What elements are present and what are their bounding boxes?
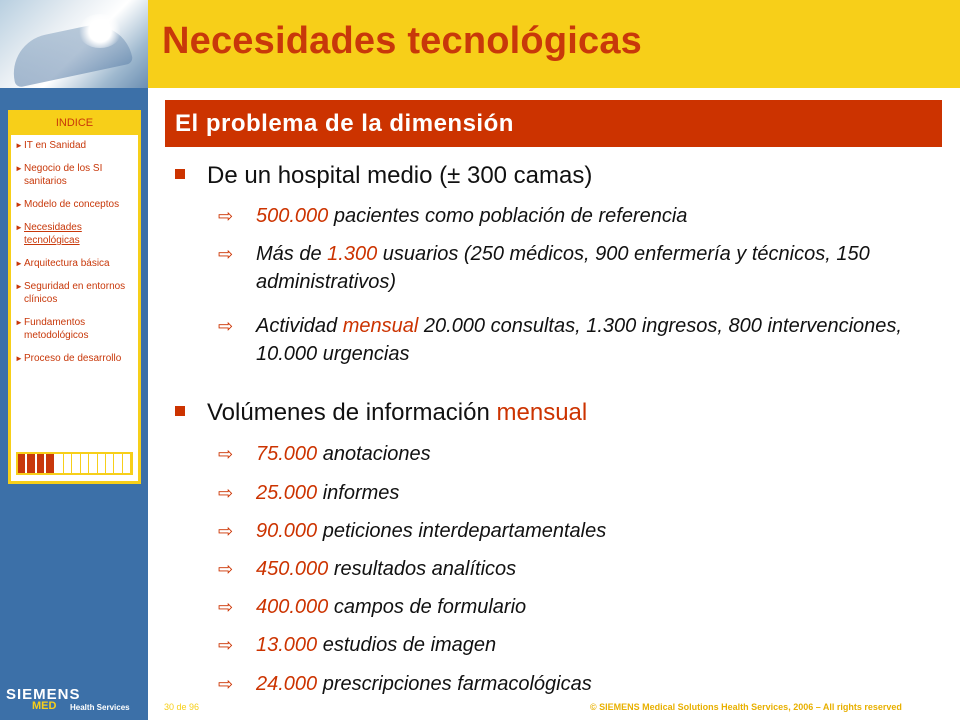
sub-bullet: ⇨ 450.000 resultados analíticos bbox=[218, 555, 938, 583]
nav-item-seguridad[interactable]: ► Seguridad en entornos clínicos bbox=[15, 281, 126, 305]
progress-segment bbox=[114, 454, 122, 473]
copyright-text: © SIEMENS Medical Solutions Health Services, 2006 – All rights reserved bbox=[590, 702, 902, 712]
sub-bullet: ⇨ 75.000 anotaciones bbox=[218, 440, 938, 468]
med-logo: MED bbox=[32, 700, 57, 712]
section-banner bbox=[165, 100, 942, 147]
triangle-right-icon: ► bbox=[15, 223, 23, 232]
bullet-hospital: De un hospital medio (± 300 camas) bbox=[175, 162, 592, 190]
sub-bullet: ⇨ Más de 1.300 usuarios (250 médicos, 900 enfermería y técnicos, 150 administrativos) bbox=[218, 240, 938, 296]
progress-segment bbox=[27, 454, 36, 473]
arrow-outline-icon: ⇨ bbox=[218, 444, 234, 464]
arrow-outline-icon: ⇨ bbox=[218, 206, 234, 226]
nav-item-proceso[interactable]: ► Proceso de desarrollo bbox=[15, 353, 122, 364]
arrow-outline-icon: ⇨ bbox=[218, 597, 234, 617]
triangle-right-icon: ► bbox=[15, 354, 23, 363]
progress-segment bbox=[46, 454, 55, 473]
arrow-outline-icon: ⇨ bbox=[218, 635, 234, 655]
sub-bullet: ⇨ 13.000 estudios de imagen bbox=[218, 631, 938, 659]
index-heading: INDICE bbox=[11, 113, 138, 135]
light-glow bbox=[78, 14, 122, 48]
sub-bullet: ⇨ 500.000 pacientes como población de referencia bbox=[218, 202, 938, 230]
nav-item-it-sanidad[interactable]: ► IT en Sanidad bbox=[15, 140, 87, 151]
bullet-volumenes: Volúmenes de información mensual bbox=[175, 399, 587, 427]
siemens-logo: SIEMENS bbox=[6, 686, 81, 703]
square-bullet-icon bbox=[175, 169, 185, 179]
arrow-outline-icon: ⇨ bbox=[218, 483, 234, 503]
health-services-label: Health Services bbox=[70, 703, 130, 712]
progress-segment bbox=[56, 454, 64, 473]
triangle-right-icon: ► bbox=[15, 141, 23, 150]
arrow-outline-icon: ⇨ bbox=[218, 244, 234, 264]
progress-segment bbox=[72, 454, 80, 473]
square-bullet-icon bbox=[175, 406, 185, 416]
triangle-right-icon: ► bbox=[15, 164, 23, 173]
triangle-right-icon: ► bbox=[15, 318, 23, 327]
sub-bullet: ⇨ Actividad mensual 20.000 consultas, 1.300 ingresos, 800 intervenciones, 10.000 urgencias bbox=[218, 312, 938, 368]
progress-segment bbox=[106, 454, 114, 473]
page-number: 30 de 96 bbox=[164, 702, 200, 712]
nav-item-modelo[interactable]: ► Modelo de conceptos bbox=[15, 199, 120, 210]
sub-bullet: ⇨ 400.000 campos de formulario bbox=[218, 593, 938, 621]
progress-segment bbox=[18, 454, 27, 473]
triangle-right-icon: ► bbox=[15, 259, 23, 268]
arrow-outline-icon: ⇨ bbox=[218, 521, 234, 541]
progress-segment bbox=[64, 454, 72, 473]
index-nav bbox=[8, 110, 141, 484]
arrow-outline-icon: ⇨ bbox=[218, 316, 234, 336]
sub-bullet: ⇨ 24.000 prescripciones farmacológicas bbox=[218, 670, 938, 698]
triangle-right-icon: ► bbox=[15, 282, 23, 291]
section-title: El problema de la dimensión bbox=[175, 110, 514, 137]
progress-bar bbox=[16, 452, 133, 475]
header-bar bbox=[148, 0, 960, 88]
nav-item-arquitectura[interactable]: ► Arquitectura básica bbox=[15, 258, 110, 269]
progress-segment bbox=[123, 454, 131, 473]
arrow-outline-icon: ⇨ bbox=[218, 674, 234, 694]
progress-segment bbox=[89, 454, 97, 473]
header-photo bbox=[0, 0, 148, 88]
triangle-right-icon: ► bbox=[15, 200, 23, 209]
progress-segment bbox=[98, 454, 106, 473]
page-title: Necesidades tecnológicas bbox=[162, 20, 643, 62]
arrow-outline-icon: ⇨ bbox=[218, 559, 234, 579]
progress-segment bbox=[81, 454, 89, 473]
sub-bullet: ⇨ 25.000 informes bbox=[218, 479, 938, 507]
nav-item-fundamentos[interactable]: ► Fundamentos metodológicos bbox=[15, 317, 89, 341]
nav-item-negocio[interactable]: ► Negocio de los SI sanitarios bbox=[15, 163, 103, 187]
progress-segment bbox=[37, 454, 46, 473]
nav-item-necesidades[interactable]: ► Necesidades tecnológicas bbox=[15, 222, 82, 246]
index-list bbox=[11, 135, 138, 365]
sub-bullet: ⇨ 90.000 peticiones interdepartamentales bbox=[218, 517, 938, 545]
